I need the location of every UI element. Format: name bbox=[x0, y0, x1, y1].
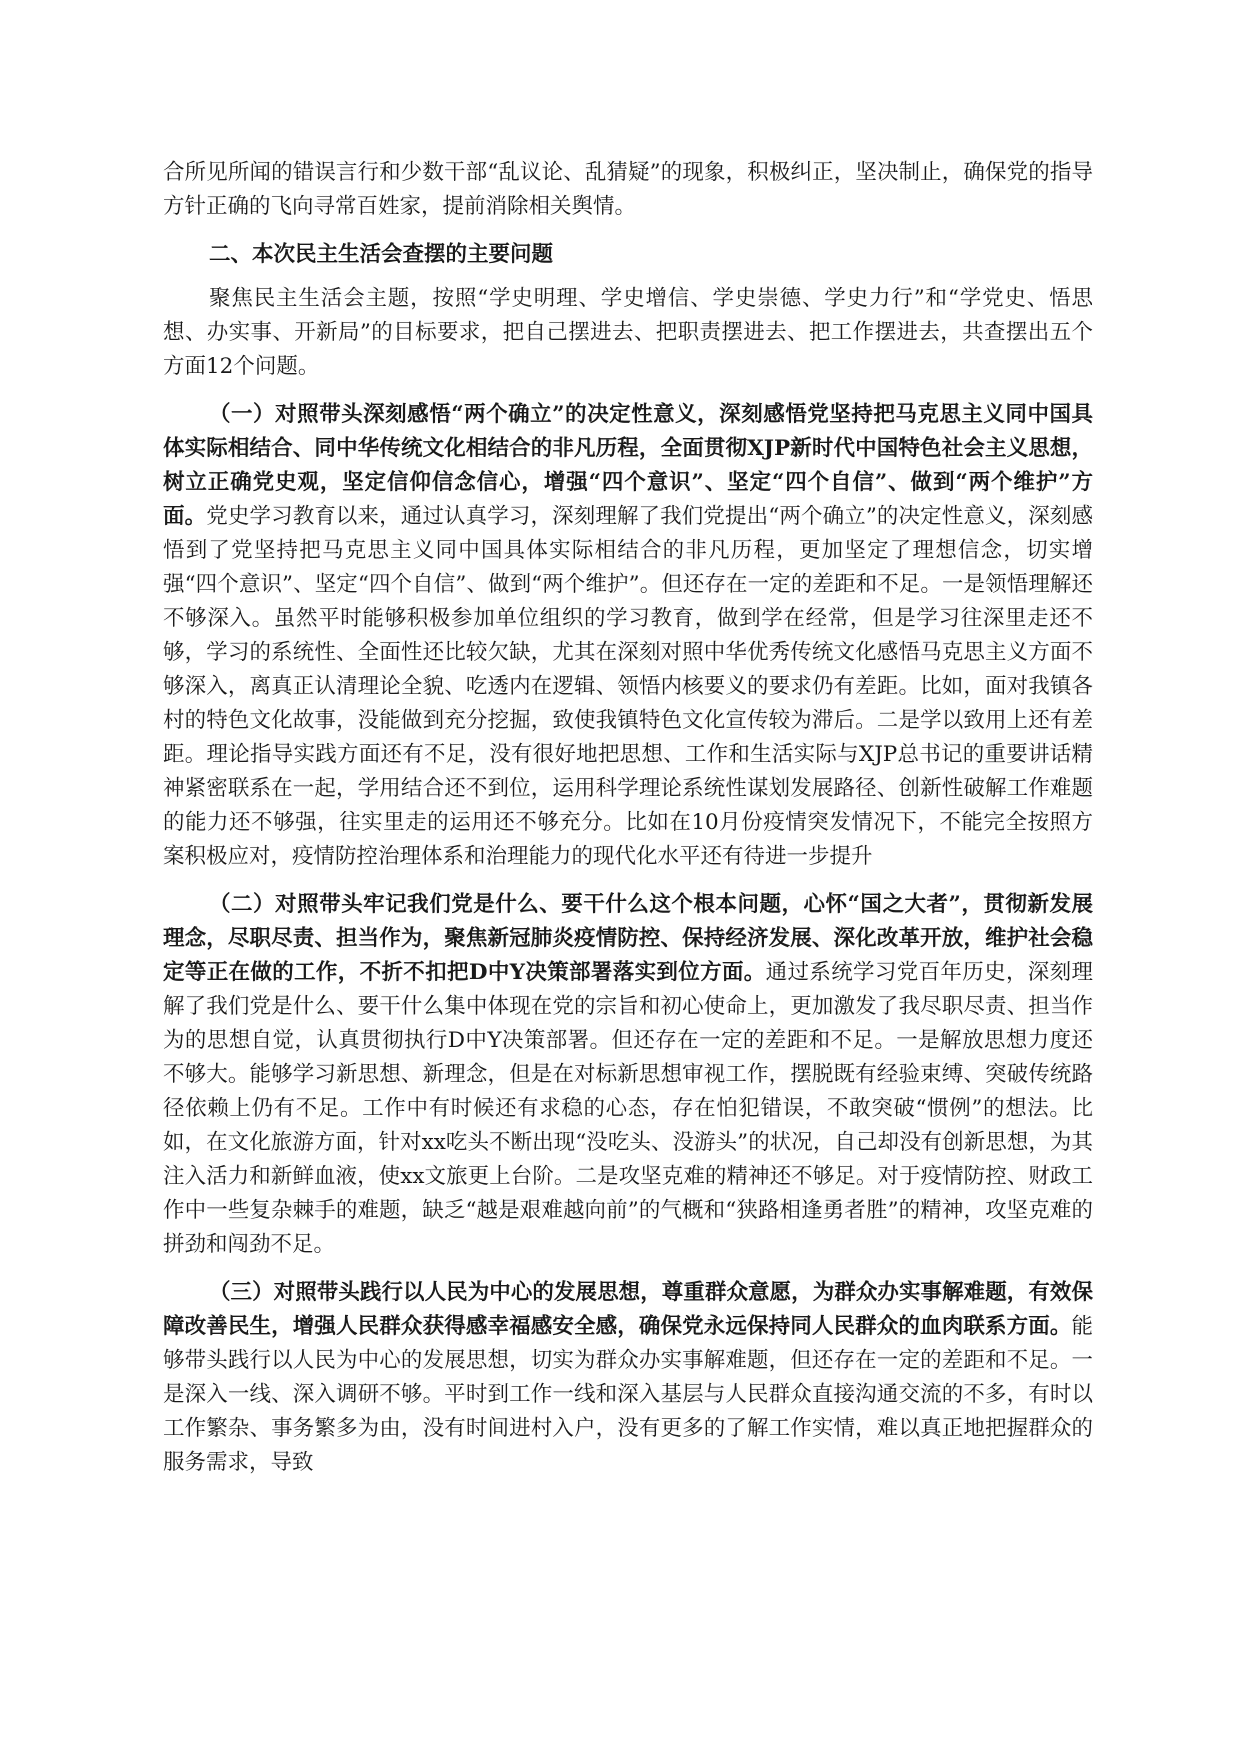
intro-paragraph: 合所见所闻的错误言行和少数干部“乱议论、乱猜疑”的现象，积极纠正，坚决制止，确保党的指导方针正确的飞向寻常百姓家，提前消除相关舆情。 bbox=[163, 160, 1093, 219]
document-body bbox=[163, 156, 1093, 1480]
item-2-heading: （二）对照带头牢记我们党是什么、要干什么这个根本问题，心怀“国之大者”，贯彻新发展理念，尽职尽责、担当作为，聚焦新冠肺炎疫情防控、保持经济发展、深化改革开放，维护社会稳定等正在做的工作，不折不扣把D中Y决策部署落实到位方面。 bbox=[163, 892, 1093, 985]
item-1-paragraph bbox=[163, 398, 1093, 874]
item-2-body: 通过系统学习党百年历史，深刻理解了我们党是什么、要干什么集中体现在党的宗旨和初心使命上，更加激发了我尽职尽责、担当作为的思想自觉，认真贯彻执行D中Y决策部署。但还存在一定的差距和不足。一是解放思想力度还不够大。能够学习新思想、新理念，但是在对标新思想审视工作，摆脱既有经验束缚、突破传统路径依赖上仍有不足。工作中有时候还有求稳的心态，存在怕犯错误，不敢突破“惯例”的想法。比如，在文化旅游方面，针对xx吃头不断出现“没吃头、没游头”的状况，自己却没有创新思想，为其注入活力和新鲜血液，使xx文旅更上台阶。二是攻坚克难的精神还不够足。对于疫情防控、财政工作中一些复杂棘手的难题，缺乏“越是艰难越向前”的气概和“狭路相逢勇者胜”的精神，攻坚克难的拼劲和闯劲不足。 bbox=[163, 960, 1093, 1257]
item-2-paragraph bbox=[163, 888, 1093, 1262]
item-3-heading: （三）对照带头践行以人民为中心的发展思想，尊重群众意愿，为群众办实事解难题，有效保障改善民生，增强人民群众获得感幸福感安全感，确保党永远保持同人民群众的血肉联系方面。 bbox=[163, 1280, 1093, 1339]
section-heading: 二、本次民主生活会查摆的主要问题 bbox=[209, 242, 554, 267]
section-intro: 聚焦民主生活会主题，按照“学史明理、学史增信、学史崇德、学史力行”和“学党史、悟思想、办实事、开新局”的目标要求，把自己摆进去、把职责摆进去、把工作摆进去，共查摆出五个方面12个问题。 bbox=[163, 286, 1093, 379]
item-3-paragraph bbox=[163, 1276, 1093, 1480]
item-3-body: 能够带头践行以人民为中心的发展思想，切实为群众办实事解难题，但还存在一定的差距和不足。一是深入一线、深入调研不够。平时到工作一线和深入基层与人民群众直接沟通交流的不多，有时以工作繁杂、事务繁多为由，没有时间进村入户，没有更多的了解工作实情，难以真正地把握群众的服务需求，导致 bbox=[163, 1314, 1093, 1475]
item-1-body: 党史学习教育以来，通过认真学习，深刻理解了我们党提出“两个确立”的决定性意义，深刻感悟到了党坚持把马克思主义同中国具体实际相结合的非凡历程，更加坚定了理想信念，切实增强“四个意识”、坚定“四个自信”、做到“两个维护”。但还存在一定的差距和不足。一是领悟理解还不够深入。虽然平时能够积极参加单位组织的学习教育，做到学在经常，但是学习往深里走还不够，学习的系统性、全面性还比较欠缺，尤其在深刻对照中华优秀传统文化感悟马克思主义方面不够深入，离真正认清理论全貌、吃透内在逻辑、领悟内核要义的要求仍有差距。比如，面对我镇各村的特色文化故事，没能做到充分挖掘，致使我镇特色文化宣传较为滞后。二是学以致用上还有差距。理论指导实践方面还有不足，没有很好地把思想、工作和生活实际与XJP总书记的重要讲话精神紧密联系在一起，学用结合还不到位，运用科学理论系统性谋划发展路径、创新性破解工作难题的能力还不够强，往实里走的运用还不够充分。比如在10月份疫情突发情况下，不能完全按照方案积极应对，疫情防控治理体系和治理能力的现代化水平还有待进一步提升 bbox=[163, 504, 1093, 869]
item-1-heading: （一）对照带头深刻感悟“两个确立”的决定性意义，深刻感悟党坚持把马克思主义同中国具体实际相结合、同中华传统文化相结合的非凡历程，全面贯彻XJP新时代中国特色社会主义思想，树立正确党史观，坚定信仰信念信心，增强“四个意识”、坚定“四个自信”、做到“两个维护”方面。 bbox=[163, 402, 1093, 529]
